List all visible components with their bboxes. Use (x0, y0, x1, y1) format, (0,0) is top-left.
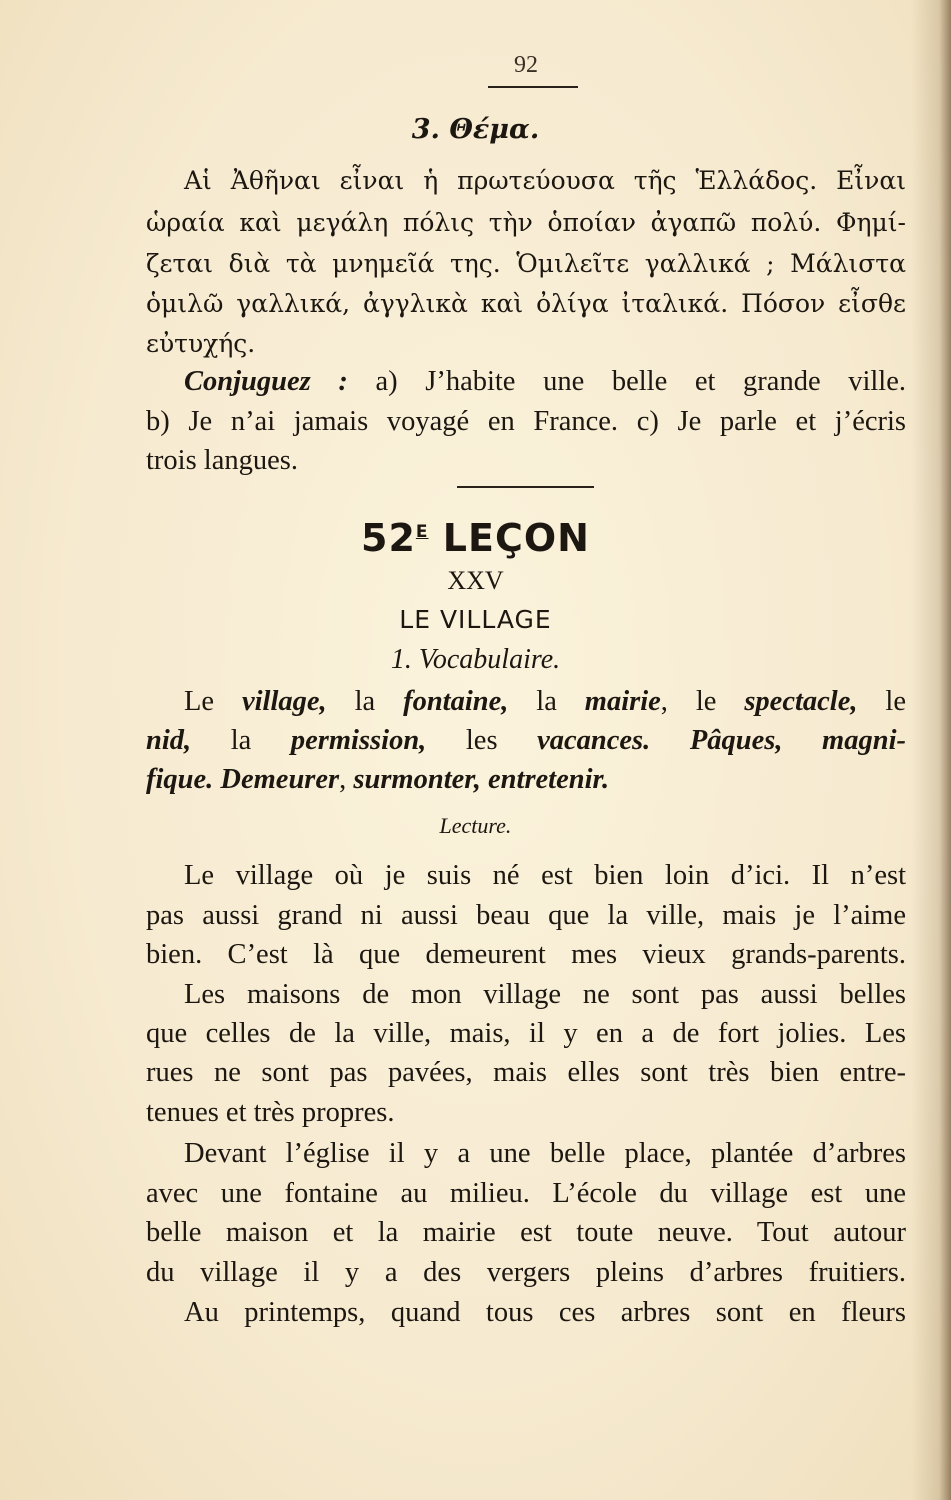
greek-line: ὡραία καὶ μεγάλη πόλις τὴν ὁποίαν ἀγαπῶ πολύ. Φημί- (146, 208, 906, 237)
lesson-roman-numeral: XXV (447, 566, 504, 595)
vocab-segment: , le (660, 686, 745, 717)
vocabulary-line (146, 723, 906, 759)
reading-line: du village il y a des vergers pleins d’arbres fruitiers. (146, 1257, 906, 1288)
reading-line: Les maisons de mon village ne sont pas aussi belles (184, 979, 906, 1010)
vocab-segment: la (191, 725, 291, 756)
lesson-subtitle: LE VILLAGE (399, 605, 552, 634)
vocab-word: spectacle, (744, 686, 858, 717)
greek-line: ὁμιλῶ γαλλικά, ἀγγλικὰ καὶ ὀλίγα ἰταλικά. Πόσον εἶσθε (146, 289, 906, 318)
vocab-segment: la (508, 686, 585, 717)
lesson-word: LEÇON (442, 516, 590, 560)
reading-line: Le village où je suis né est bien loin d’ici. Il n’est (184, 860, 906, 891)
reading-line: Devant l’église il y a une belle place, plantée d’arbres (184, 1138, 906, 1169)
lesson-number-suffix: E (415, 522, 429, 542)
exercise-label: Conjuguez : (184, 366, 348, 397)
greek-section-heading: 3. Θέμα. (411, 114, 540, 145)
vocab-word: vacances. (537, 725, 651, 756)
vocab-word: Pâques, magni- (689, 725, 906, 756)
lesson-number: 52 (361, 516, 416, 560)
reading-line: belle maison et la mairie est toute neuve. Tout autour (146, 1217, 906, 1248)
exercise-line: trois langues. (146, 445, 298, 476)
reading-line: que celles de la ville, mais, il y en a de fort jolies. Les (146, 1018, 906, 1049)
exercise-text: a) J’habite une belle et grande ville. (347, 366, 906, 397)
reading-heading: Lecture. (439, 813, 512, 838)
vocab-word: permission, (290, 725, 427, 756)
vocab-word: village, (241, 686, 327, 717)
exercise-line (184, 364, 906, 400)
vocab-segment: la (326, 686, 404, 717)
reading-line: rues ne sont pas pavées, mais elles sont très bien entre- (146, 1057, 906, 1088)
greek-line: εὐτυχής. (146, 329, 256, 358)
vocab-segment: les (426, 725, 538, 756)
lesson-title (0, 516, 951, 560)
vocab-word: fontaine, (403, 686, 509, 717)
reading-line: Au printemps, quand tous ces arbres sont en fleurs (184, 1297, 906, 1328)
vocabulary-line (146, 762, 906, 798)
reading-line: bien. C’est là que demeurent mes vieux grands-parents. (146, 939, 906, 970)
vocab-word: fique. Demeurer (146, 764, 340, 795)
vocab-word: surmonter, entretenir. (353, 764, 610, 795)
vocab-segment: Le (184, 686, 242, 717)
greek-line: ζεται διὰ τὰ μνημεῖά της. Ὁμιλεῖτε γαλλικά ; Μάλιστα (146, 249, 906, 278)
greek-line: Αἱ Ἀθῆναι εἶναι ἡ πρωτεύουσα τῆς Ἑλλάδος. Εἶναι (184, 166, 906, 195)
vocabulary-heading: 1. Vocabulaire. (390, 644, 561, 675)
vocab-segment: , (339, 764, 354, 795)
page-number: 92 (514, 52, 538, 78)
vocabulary-line (184, 684, 906, 720)
exercise-line: b) Je n’ai jamais voyagé en France. c) Je parle et j’écris (146, 406, 906, 437)
vocab-segment (650, 725, 690, 756)
vocab-word: mairie (584, 686, 661, 717)
reading-line: pas aussi grand ni aussi beau que la ville, mais je l’aime (146, 900, 906, 931)
page-edge-shadow (911, 0, 951, 1500)
reading-line: avec une fontaine au milieu. L’école du village est une (146, 1178, 906, 1209)
vocab-word: nid, (146, 725, 192, 756)
section-divider (457, 486, 594, 488)
page-number-rule (488, 86, 578, 88)
reading-line: tenues et très propres. (146, 1097, 395, 1128)
vocab-segment: le (857, 686, 906, 717)
